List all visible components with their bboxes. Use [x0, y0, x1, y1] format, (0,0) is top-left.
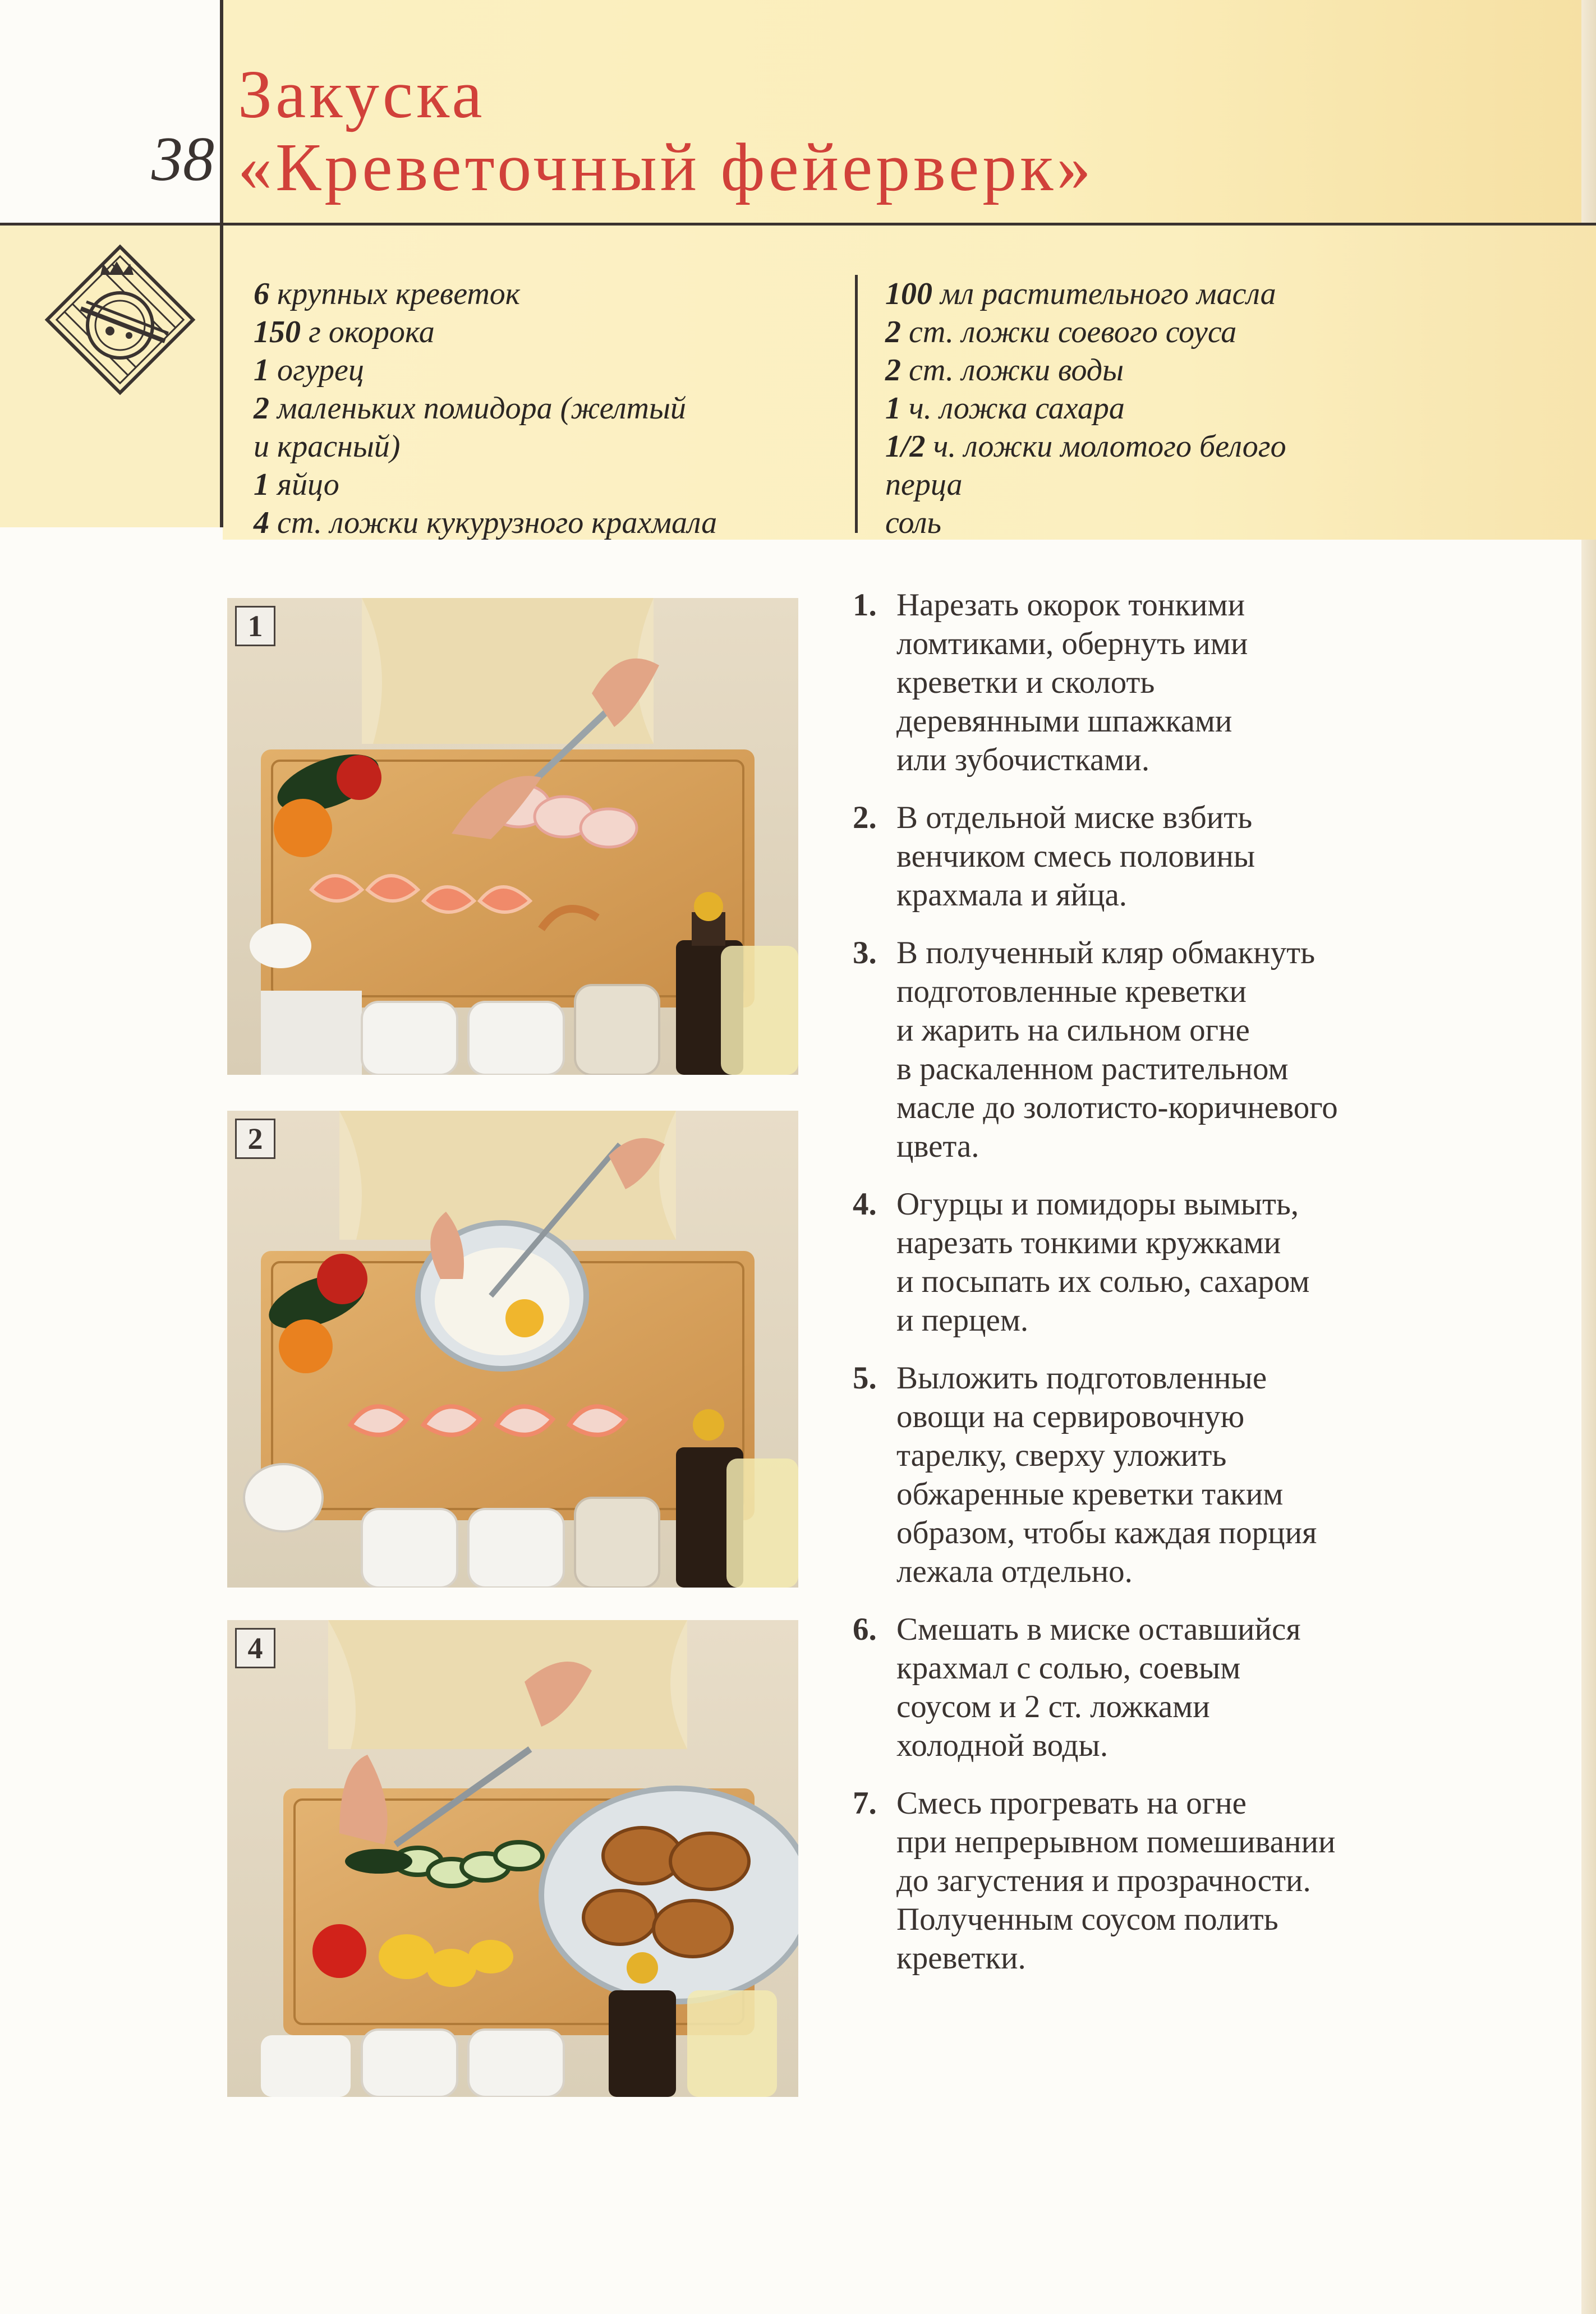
step-number: 7.: [853, 1786, 877, 1821]
ingredient-item: 2 ст. ложки соевого соуса: [885, 315, 1237, 349]
recipe-title-line-2: «Креветочный фейерверк»: [238, 130, 1094, 205]
recipe-steps: [853, 586, 1560, 1996]
ingredient-item: 4 ст. ложки кукурузного крахмала: [254, 505, 717, 540]
ingredient-item-continued: и красный): [254, 429, 401, 464]
step-number: 4.: [853, 1186, 877, 1222]
step-number: 2.: [853, 800, 877, 835]
ingredient-item: 2 ст. ложки воды: [885, 353, 1124, 388]
ingredients-column-right: [885, 275, 1491, 542]
page-number: 38: [151, 125, 214, 194]
step-text: В полученный кляр обмакнуть подготовленные креветки и жарить на сильном огне в раскаленном растительном масле до золотисто-коричневого цвета.: [896, 935, 1338, 1164]
recipe-step: [853, 1359, 1560, 1591]
ingredient-item-continued: перца: [885, 467, 963, 502]
step-photo-2: [227, 1111, 798, 1588]
recipe-step: [853, 586, 1560, 779]
recipe-title-line-1: Закуска: [238, 57, 486, 132]
ingredient-item: 100 мл растительного масла: [885, 277, 1276, 311]
step-photo-tag: 1: [235, 606, 275, 646]
chinese-cuisine-emblem-icon: [42, 241, 199, 398]
ingredients-divider: [855, 275, 858, 533]
step-text: Огурцы и помидоры вымыть, нарезать тонкими кружками и посыпать их солью, сахаром и перцем.: [896, 1186, 1310, 1338]
step-photo-4: [227, 1620, 798, 2097]
step-text: Смесь прогревать на огне при непрерывном помешивании до загустения и прозрачности. Полученным соусом полить креветки.: [896, 1786, 1336, 1976]
step-number: 3.: [853, 935, 877, 970]
step-text: Смешать в миске оставшийся крахмал с солью, соевым соусом и 2 ст. ложками холодной воды.: [896, 1612, 1301, 1763]
ingredient-item: 2 маленьких помидора (желтый: [254, 391, 686, 426]
step-photo-tag: 4: [235, 1628, 275, 1668]
recipe-step: [853, 1610, 1560, 1765]
ingredient-item: 1 ч. ложка сахара: [885, 391, 1125, 426]
recipe-step: [853, 798, 1560, 914]
recipe-step: [853, 1784, 1560, 1977]
step-photo-tag: 2: [235, 1119, 275, 1159]
ingredient-item: 1 яйцо: [254, 467, 339, 502]
ingredient-item: 1 огурец: [254, 353, 364, 388]
ingredient-item: 1/2 ч. ложки молотого белого: [885, 429, 1286, 464]
ingredient-item: соль: [885, 505, 941, 540]
ingredient-item: 6 крупных креветок: [254, 277, 520, 311]
ingredient-item: 150 г окорока: [254, 315, 435, 349]
step-number: 6.: [853, 1612, 877, 1647]
step-photo-1: [227, 598, 798, 1075]
step-text: Выложить подготовленные овощи на сервировочную тарелку, сверху уложить обжаренные креветки таким образом, чтобы каждая порция лежала отдельно.: [896, 1360, 1317, 1589]
step-number: 5.: [853, 1360, 877, 1396]
horizontal-rule: [0, 223, 1596, 226]
ingredients-column-left: [254, 275, 820, 542]
step-text: Нарезать окорок тонкими ломтиками, обернуть ими креветки и сколоть деревянными шпажками или зубочистками.: [896, 587, 1248, 778]
vertical-rule: [220, 0, 223, 527]
recipe-step: [853, 1185, 1560, 1340]
step-text: В отдельной миске взбить венчиком смесь половины крахмала и яйца.: [896, 800, 1255, 913]
recipe-step: [853, 933, 1560, 1166]
step-number: 1.: [853, 587, 877, 623]
